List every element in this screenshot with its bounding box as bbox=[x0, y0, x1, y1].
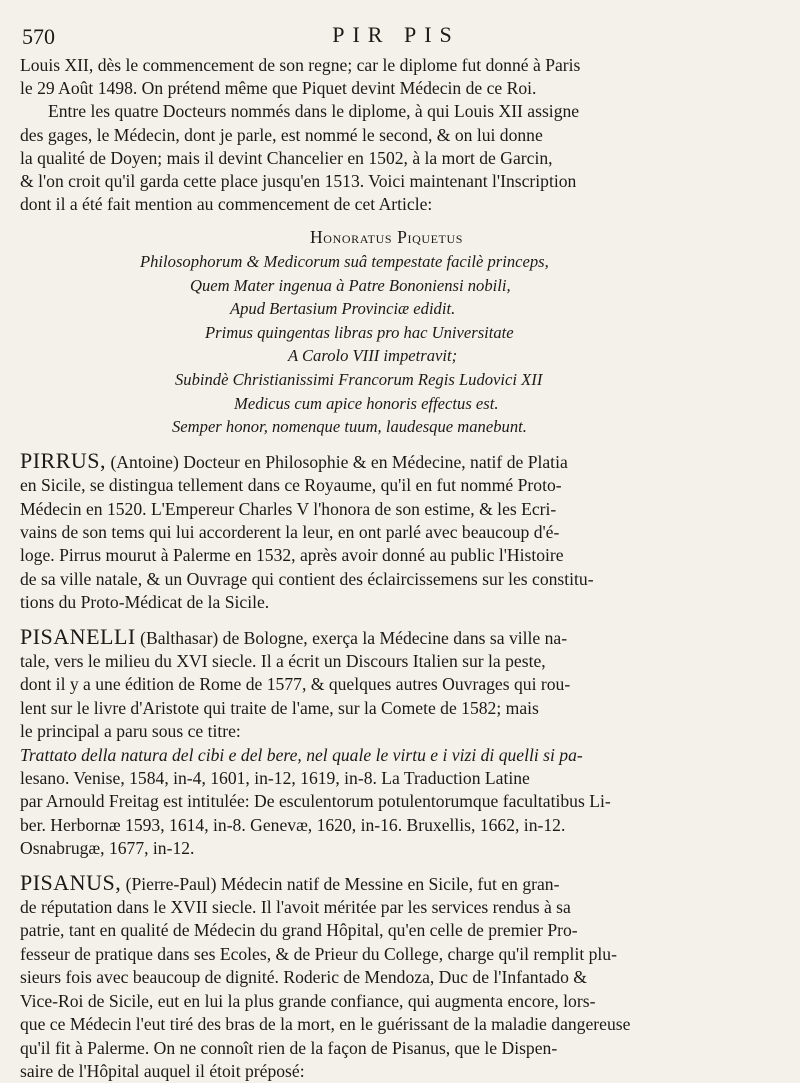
inscription-line: Quem Mater ingenua à Patre Bononiensi nobili, bbox=[190, 275, 511, 295]
text-line: fesseur de pratique dans ses Ecoles, & de Prieur du College, charge qu'il remplit plu- bbox=[20, 943, 617, 964]
inscription-line: A Carolo VIII impetravit; bbox=[288, 346, 458, 366]
entry-name: PISANUS, bbox=[20, 869, 122, 895]
entry-text: (Balthasar) de Bologne, exerça la Médecine dans sa ville na- bbox=[140, 627, 568, 648]
text-line: des gages, le Médecin, dont je parle, est nommé le second, & on lui donne bbox=[20, 124, 543, 145]
text-line: patrie, tant en qualité de Médecin du grand Hôpital, qu'en celle de premier Pro- bbox=[20, 920, 578, 941]
inscription-line: Subindè Christianissimi Francorum Regis Ludovici XII bbox=[175, 369, 543, 389]
entry-pisanelli bbox=[20, 625, 772, 861]
text-line: Trattato della natura del cibi e del bere, nel quale le virtu e i vizi di quelli si pa- bbox=[20, 744, 583, 765]
text-line: loge. Pirrus mourut à Palerme en 1532, après avoir donné au public l'Histoire bbox=[20, 545, 564, 566]
intro-paragraph-2 bbox=[20, 100, 772, 216]
inscription bbox=[20, 226, 772, 438]
page-number: 570 bbox=[22, 24, 55, 49]
inscription-line: Primus quingentas libras pro hac Universitate bbox=[205, 322, 514, 342]
text-line: saire de l'Hôpital auquel il étoit préposé: bbox=[20, 1060, 305, 1081]
text-line: lent sur le livre d'Aristote qui traite de l'ame, sur la Comete de 1582; mais bbox=[20, 697, 539, 718]
text-line: de réputation dans le XVII siecle. Il l'avoit méritée par les services rendus à sa bbox=[20, 897, 571, 918]
entry-pirrus bbox=[20, 449, 772, 615]
text-line bbox=[20, 625, 772, 650]
text-line: la qualité de Doyen; mais il devint Chancelier en 1502, à la mort de Garcin, bbox=[20, 147, 553, 168]
text-line bbox=[20, 871, 772, 896]
entry-text: (Antoine) Docteur en Philosophie & en Médecine, natif de Platia bbox=[110, 451, 568, 472]
text-line: qu'il fit à Palerme. On ne connoît rien de la façon de Pisanus, que le Dispen- bbox=[20, 1037, 558, 1058]
text-line: Médecin en 1520. L'Empereur Charles V l'honora de son estime, & les Ecri- bbox=[20, 498, 557, 519]
inscription-line: Medicus cum apice honoris effectus est. bbox=[234, 393, 499, 413]
text-line: que ce Médecin l'eut tiré des bras de la mort, en le guérissant de la maladie dangereuse bbox=[20, 1014, 631, 1035]
running-head bbox=[20, 14, 772, 54]
text-line: dont il a été fait mention au commencement de cet Article: bbox=[20, 194, 433, 215]
text-line: lesano. Venise, 1584, in-4, 1601, in-12, 1619, in-8. La Traduction Latine bbox=[20, 768, 530, 789]
text-line: Louis XII, dès le commencement de son regne; car le diplome fut donné à Paris bbox=[20, 55, 581, 75]
entry-pisanus bbox=[20, 871, 772, 1083]
inscription-heading: Honoratus Piquetus bbox=[310, 227, 464, 248]
text-line: le 29 Août 1498. On prétend même que Piquet devint Médecin de ce Roi. bbox=[20, 78, 537, 99]
running-title: PIR PIS bbox=[332, 22, 460, 47]
inscription-line: Philosophorum & Medicorum suâ tempestate facilè princeps, bbox=[140, 252, 549, 272]
text-line: par Arnould Freitag est intitulée: De esculentorum potulentorumque facultatibus Li- bbox=[20, 791, 611, 812]
text-line: Vice-Roi de Sicile, eut en lui la plus grande confiance, qui augmenta encore, lors- bbox=[20, 990, 596, 1011]
text-line: vains de son tems qui lui accorderent la leur, en ont parlé avec beaucoup d'é- bbox=[20, 521, 560, 542]
text-line: le principal a paru sous ce titre: bbox=[20, 721, 241, 742]
text-line: Osnabrugæ, 1677, in-12. bbox=[20, 838, 195, 859]
entry-name: PIRRUS, bbox=[20, 447, 107, 473]
text-line: sieurs fois avec beaucoup de dignité. Roderic de Mendoza, Duc de l'Infantado & bbox=[20, 967, 587, 988]
text-line: tions du Proto-Médicat de la Sicile. bbox=[20, 592, 270, 613]
text-line: & l'on croit qu'il garda cette place jusqu'en 1513. Voici maintenant l'Inscription bbox=[20, 171, 577, 192]
text-line: ber. Herbornæ 1593, 1614, in-8. Genevæ, 1620, in-16. Bruxellis, 1662, in-12. bbox=[20, 814, 566, 835]
inscription-line: Semper honor, nomenque tuum, laudesque manebunt. bbox=[172, 417, 527, 437]
intro-paragraph bbox=[20, 54, 772, 100]
inscription-line: Apud Bertasium Provinciæ edidit. bbox=[230, 299, 456, 319]
text-line: dont il y a une édition de Rome de 1577, & quelques autres Ouvrages qui rou- bbox=[20, 674, 571, 695]
text-line: tale, vers le milieu du XVI siecle. Il a écrit un Discours Italien sur la peste, bbox=[20, 651, 546, 672]
text-line bbox=[20, 449, 772, 474]
text-line: de sa ville natale, & un Ouvrage qui contient des éclaircissemens sur les constitu- bbox=[20, 568, 594, 589]
entry-text: (Pierre-Paul) Médecin natif de Messine en Sicile, fut en gran- bbox=[125, 873, 560, 894]
entry-name: PISANELLI bbox=[20, 623, 136, 649]
text-line: en Sicile, se distingua tellement dans ce Royaume, qu'il en fut nommé Proto- bbox=[20, 475, 562, 496]
text-line: Entre les quatre Docteurs nommés dans le diplome, à qui Louis XII assigne bbox=[48, 101, 580, 122]
